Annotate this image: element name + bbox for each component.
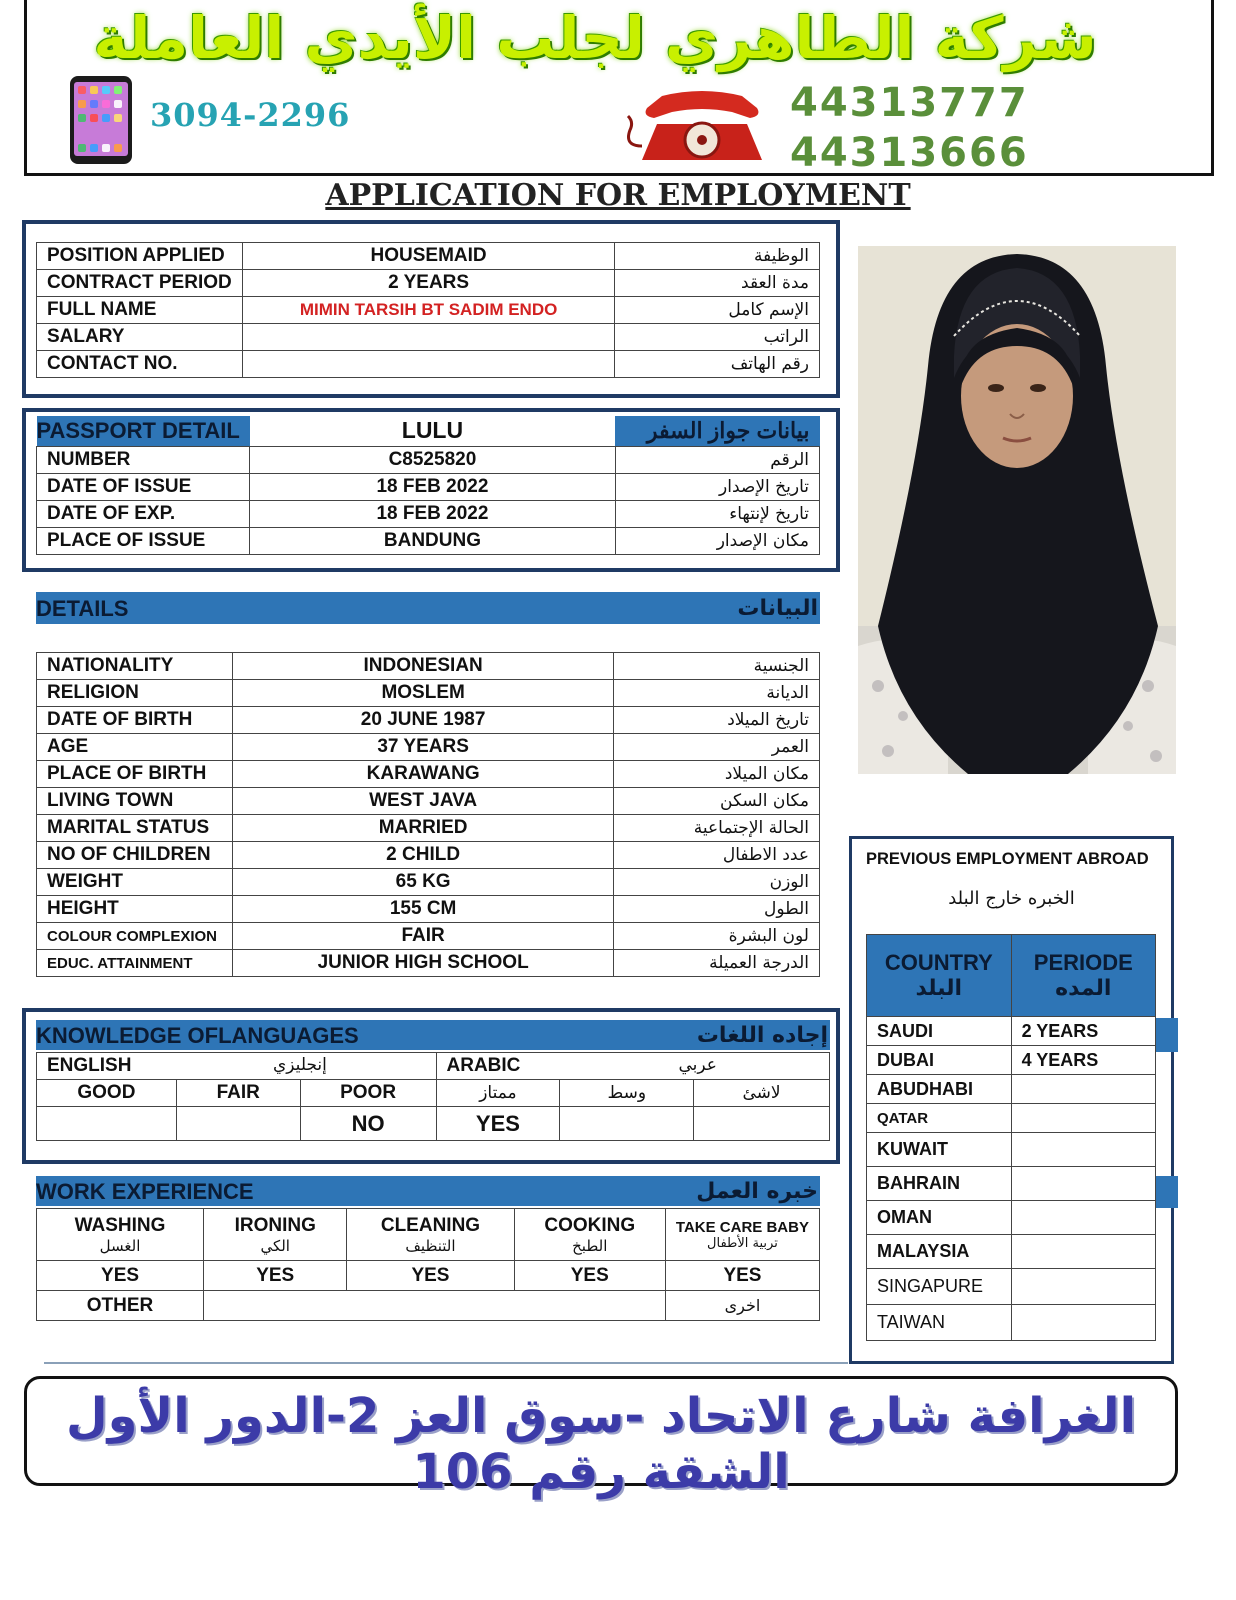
field-value: C8525820 xyxy=(250,446,615,473)
table-row xyxy=(867,1167,1156,1201)
field-value: 65 KG xyxy=(232,869,613,896)
period-column-header xyxy=(1011,935,1155,1017)
country-cell: BAHRAIN xyxy=(867,1167,1012,1201)
table-row xyxy=(867,1017,1156,1046)
field-value: 2 YEARS xyxy=(242,270,615,297)
languages-header xyxy=(36,1020,830,1050)
table-row xyxy=(37,351,820,378)
period-cell: 4 YEARS xyxy=(1011,1046,1155,1075)
passport-header-label: PASSPORT DETAIL xyxy=(37,416,250,446)
country-cell: QATAR xyxy=(867,1104,1012,1133)
other-label-ar: اخرى xyxy=(665,1291,819,1321)
skill-en: WASHING xyxy=(74,1214,166,1236)
field-label: PLACE OF ISSUE xyxy=(37,527,250,554)
languages-table xyxy=(36,1052,830,1141)
field-label-ar: الوزن xyxy=(614,869,820,896)
field-value: 2 CHILD xyxy=(232,842,613,869)
table-row xyxy=(37,815,820,842)
field-label: WEIGHT xyxy=(37,869,233,896)
country-header-en: COUNTRY xyxy=(884,950,993,975)
field-value: INDONESIAN xyxy=(232,653,613,680)
table-row xyxy=(867,1305,1156,1341)
job-info-table xyxy=(36,242,820,378)
period-cell xyxy=(1011,1167,1155,1201)
full-name-value: MIMIN TARSIH BT SADIM ENDO xyxy=(242,297,615,324)
form-title: APPLICATION FOR EMPLOYMENT xyxy=(325,178,911,213)
work-header-label: WORK EXPERIENCE xyxy=(36,1179,254,1204)
work-header-ar: خبره العمل xyxy=(696,1179,818,1204)
level-poor: POOR xyxy=(300,1080,436,1107)
skill-en: IRONING xyxy=(234,1214,316,1236)
field-value: 37 YEARS xyxy=(232,734,613,761)
field-label: CONTRACT PERIOD xyxy=(37,270,243,297)
blue-tab xyxy=(1155,1018,1178,1052)
country-cell: OMAN xyxy=(867,1201,1012,1235)
skill-en: COOKING xyxy=(544,1214,636,1236)
period-cell xyxy=(1011,1305,1155,1341)
skill-cooking xyxy=(514,1209,665,1261)
country-cell: TAIWAN xyxy=(867,1305,1012,1341)
table-row xyxy=(867,1075,1156,1104)
field-label-ar: الحالة الإجتماعية xyxy=(614,815,820,842)
field-value: 155 CM xyxy=(232,896,613,923)
skill-washing xyxy=(37,1209,204,1261)
skill-baby-care xyxy=(665,1209,819,1261)
field-label-ar: تاريخ لإنتهاء xyxy=(615,500,819,527)
field-label-ar: عدد الاطفال xyxy=(614,842,820,869)
field-label: PLACE OF BIRTH xyxy=(37,761,233,788)
country-cell: SINGAPURE xyxy=(867,1269,1012,1305)
blue-tab xyxy=(1155,1176,1178,1208)
field-label-ar: مكان السكن xyxy=(614,788,820,815)
english-cell xyxy=(37,1053,437,1080)
field-value: 20 JUNE 1987 xyxy=(232,707,613,734)
english-label: ENGLISH xyxy=(47,1055,132,1076)
field-label: NO OF CHILDREN xyxy=(37,842,233,869)
period-cell xyxy=(1011,1201,1155,1235)
other-value xyxy=(204,1291,666,1321)
phone-number-1: 44313777 xyxy=(790,80,1029,126)
table-row xyxy=(37,1053,830,1080)
skill-ar: الطبخ xyxy=(572,1236,608,1255)
table-row xyxy=(37,761,820,788)
field-label: NATIONALITY xyxy=(37,653,233,680)
field-label-ar: الإسم كامل xyxy=(615,297,820,324)
table-row xyxy=(37,788,820,815)
level-excellent-ar: ممتاز xyxy=(436,1080,560,1107)
table-row xyxy=(37,734,820,761)
company-address: الغرافة شارع الاتحاد -سوق العز 2-الدور الأول الشقة رقم 106 xyxy=(65,1388,1137,1500)
field-value: MARRIED xyxy=(232,815,613,842)
previous-employment-title-ar: الخبره خارج البلد xyxy=(948,888,1075,909)
field-label: EDUC. ATTAINMENT xyxy=(37,950,233,977)
table-row xyxy=(37,653,820,680)
table-row xyxy=(867,1269,1156,1305)
country-cell: ABUDHABI xyxy=(867,1075,1012,1104)
passport-table xyxy=(36,416,820,555)
rotary-telephone-icon xyxy=(622,86,782,166)
field-value: MOSLEM xyxy=(232,680,613,707)
field-label: RELIGION xyxy=(37,680,233,707)
level-none-ar: لاشئ xyxy=(694,1080,830,1107)
country-cell: KUWAIT xyxy=(867,1133,1012,1167)
smartphone-icon xyxy=(68,74,134,166)
table-row xyxy=(37,270,820,297)
field-value: 18 FEB 2022 xyxy=(250,473,615,500)
previous-employment-table xyxy=(866,934,1156,1341)
value-none xyxy=(694,1107,830,1141)
table-row xyxy=(37,842,820,869)
field-label: NUMBER xyxy=(37,446,250,473)
divider xyxy=(44,1362,848,1364)
table-row xyxy=(37,950,820,977)
table-row xyxy=(37,707,820,734)
passport-header-ar: بيانات جواز السفر xyxy=(615,416,819,446)
table-row xyxy=(37,923,820,950)
field-label-ar: تاريخ الإصدار xyxy=(615,473,819,500)
field-value: BANDUNG xyxy=(250,527,615,554)
field-value: WEST JAVA xyxy=(232,788,613,815)
table-row xyxy=(37,896,820,923)
field-label: LIVING TOWN xyxy=(37,788,233,815)
details-header xyxy=(36,592,820,624)
country-header-ar: البلد xyxy=(915,976,963,1001)
details-header-ar: البيانات xyxy=(737,596,818,621)
field-value: KARAWANG xyxy=(232,761,613,788)
english-label-ar: إنجليزي xyxy=(273,1055,327,1075)
country-cell: DUBAI xyxy=(867,1046,1012,1075)
field-value: FAIR xyxy=(232,923,613,950)
skill-value: YES xyxy=(37,1261,204,1291)
skill-ar: الكي xyxy=(260,1236,290,1255)
table-row xyxy=(37,1291,820,1321)
table-row xyxy=(37,324,820,351)
skill-value: YES xyxy=(347,1261,514,1291)
field-label-ar: الراتب xyxy=(615,324,820,351)
value-excellent: YES xyxy=(436,1107,560,1141)
skill-en: TAKE CARE BABY xyxy=(675,1218,809,1236)
table-row xyxy=(867,1104,1156,1133)
period-cell xyxy=(1011,1075,1155,1104)
table-row xyxy=(37,527,820,554)
field-value xyxy=(242,351,615,378)
value-average xyxy=(560,1107,694,1141)
field-value: HOUSEMAID xyxy=(242,243,615,270)
languages-header-ar: إجاده اللغات xyxy=(696,1023,828,1048)
field-label: FULL NAME xyxy=(37,297,243,324)
other-label: OTHER xyxy=(37,1291,204,1321)
arabic-cell xyxy=(436,1053,829,1080)
period-cell xyxy=(1011,1104,1155,1133)
field-value: 18 FEB 2022 xyxy=(250,500,615,527)
phone-number-2: 44313666 xyxy=(790,130,1029,176)
field-label-ar: رقم الهاتف xyxy=(615,351,820,378)
table-header-row xyxy=(867,935,1156,1017)
field-label: DATE OF BIRTH xyxy=(37,707,233,734)
country-column-header xyxy=(867,935,1012,1017)
field-label-ar: الجنسية xyxy=(614,653,820,680)
table-row xyxy=(37,680,820,707)
field-label: MARITAL STATUS xyxy=(37,815,233,842)
field-label-ar: الديانة xyxy=(614,680,820,707)
table-row xyxy=(37,1107,830,1141)
value-fair xyxy=(176,1107,300,1141)
table-row xyxy=(867,1201,1156,1235)
value-good xyxy=(37,1107,177,1141)
field-label-ar: الطول xyxy=(614,896,820,923)
country-cell: SAUDI xyxy=(867,1017,1012,1046)
field-label: DATE OF ISSUE xyxy=(37,473,250,500)
level-good: GOOD xyxy=(37,1080,177,1107)
level-average-ar: وسط xyxy=(560,1080,694,1107)
arabic-label: ARABIC xyxy=(446,1055,521,1076)
passport-header-value: LULU xyxy=(401,417,464,444)
country-cell: MALAYSIA xyxy=(867,1235,1012,1269)
table-row xyxy=(37,1261,820,1291)
company-name: شركة الطاهري لجلب الأيدي العاملة xyxy=(93,4,1097,72)
table-row xyxy=(37,446,820,473)
table-row xyxy=(867,1046,1156,1075)
skill-value: YES xyxy=(204,1261,347,1291)
table-row xyxy=(37,500,820,527)
field-label-ar: الوظيفة xyxy=(615,243,820,270)
field-label: CONTACT NO. xyxy=(37,351,243,378)
period-cell xyxy=(1011,1235,1155,1269)
skill-ar: الغسل xyxy=(99,1236,141,1255)
field-label-ar: العمر xyxy=(614,734,820,761)
work-header xyxy=(36,1176,820,1206)
field-label-ar: لون البشرة xyxy=(614,923,820,950)
skill-value: YES xyxy=(514,1261,665,1291)
passport-header-row xyxy=(37,416,820,446)
table-row xyxy=(37,473,820,500)
field-value xyxy=(242,324,615,351)
field-label: POSITION APPLIED xyxy=(37,243,243,270)
field-label-ar: تاريخ الميلاد xyxy=(614,707,820,734)
skill-ar: التنظيف xyxy=(405,1236,456,1255)
table-row xyxy=(37,297,820,324)
period-cell: 2 YEARS xyxy=(1011,1017,1155,1046)
skill-ar: تربية الأطفال xyxy=(707,1235,778,1251)
field-label: COLOUR COMPLEXION xyxy=(37,923,233,950)
skill-en: CLEANING xyxy=(380,1214,481,1236)
work-table xyxy=(36,1208,820,1321)
details-header-label: DETAILS xyxy=(36,596,129,621)
field-label-ar: مكان الإصدار xyxy=(615,527,819,554)
previous-employment-title: PREVIOUS EMPLOYMENT ABROAD xyxy=(866,850,1149,868)
skill-value: YES xyxy=(665,1261,819,1291)
mobile-number: 3094-2296 xyxy=(150,96,351,134)
value-poor: NO xyxy=(300,1107,436,1141)
field-label: AGE xyxy=(37,734,233,761)
arabic-label-ar: عربي xyxy=(678,1055,717,1075)
field-label-ar: الدرجة العميلة xyxy=(614,950,820,977)
languages-header-label: KNOWLEDGE OFLANGUAGES xyxy=(36,1023,359,1048)
period-header-en: PERIODE xyxy=(1033,950,1133,975)
period-header-ar: المده xyxy=(1055,976,1112,1001)
skill-cleaning xyxy=(347,1209,514,1261)
table-row xyxy=(37,869,820,896)
table-row xyxy=(37,1209,820,1261)
field-label: DATE OF EXP. xyxy=(37,500,250,527)
table-row xyxy=(867,1133,1156,1167)
table-row xyxy=(37,243,820,270)
period-cell xyxy=(1011,1133,1155,1167)
field-label-ar: مدة العقد xyxy=(615,270,820,297)
details-table xyxy=(36,652,820,977)
level-fair: FAIR xyxy=(176,1080,300,1107)
skill-ironing xyxy=(204,1209,347,1261)
field-value: JUNIOR HIGH SCHOOL xyxy=(232,950,613,977)
table-row xyxy=(37,1080,830,1107)
applicant-photo xyxy=(858,246,1176,774)
period-cell xyxy=(1011,1269,1155,1305)
table-row xyxy=(867,1235,1156,1269)
field-label-ar: مكان الميلاد xyxy=(614,761,820,788)
field-label-ar: الرقم xyxy=(615,446,819,473)
field-label: SALARY xyxy=(37,324,243,351)
field-label: HEIGHT xyxy=(37,896,233,923)
